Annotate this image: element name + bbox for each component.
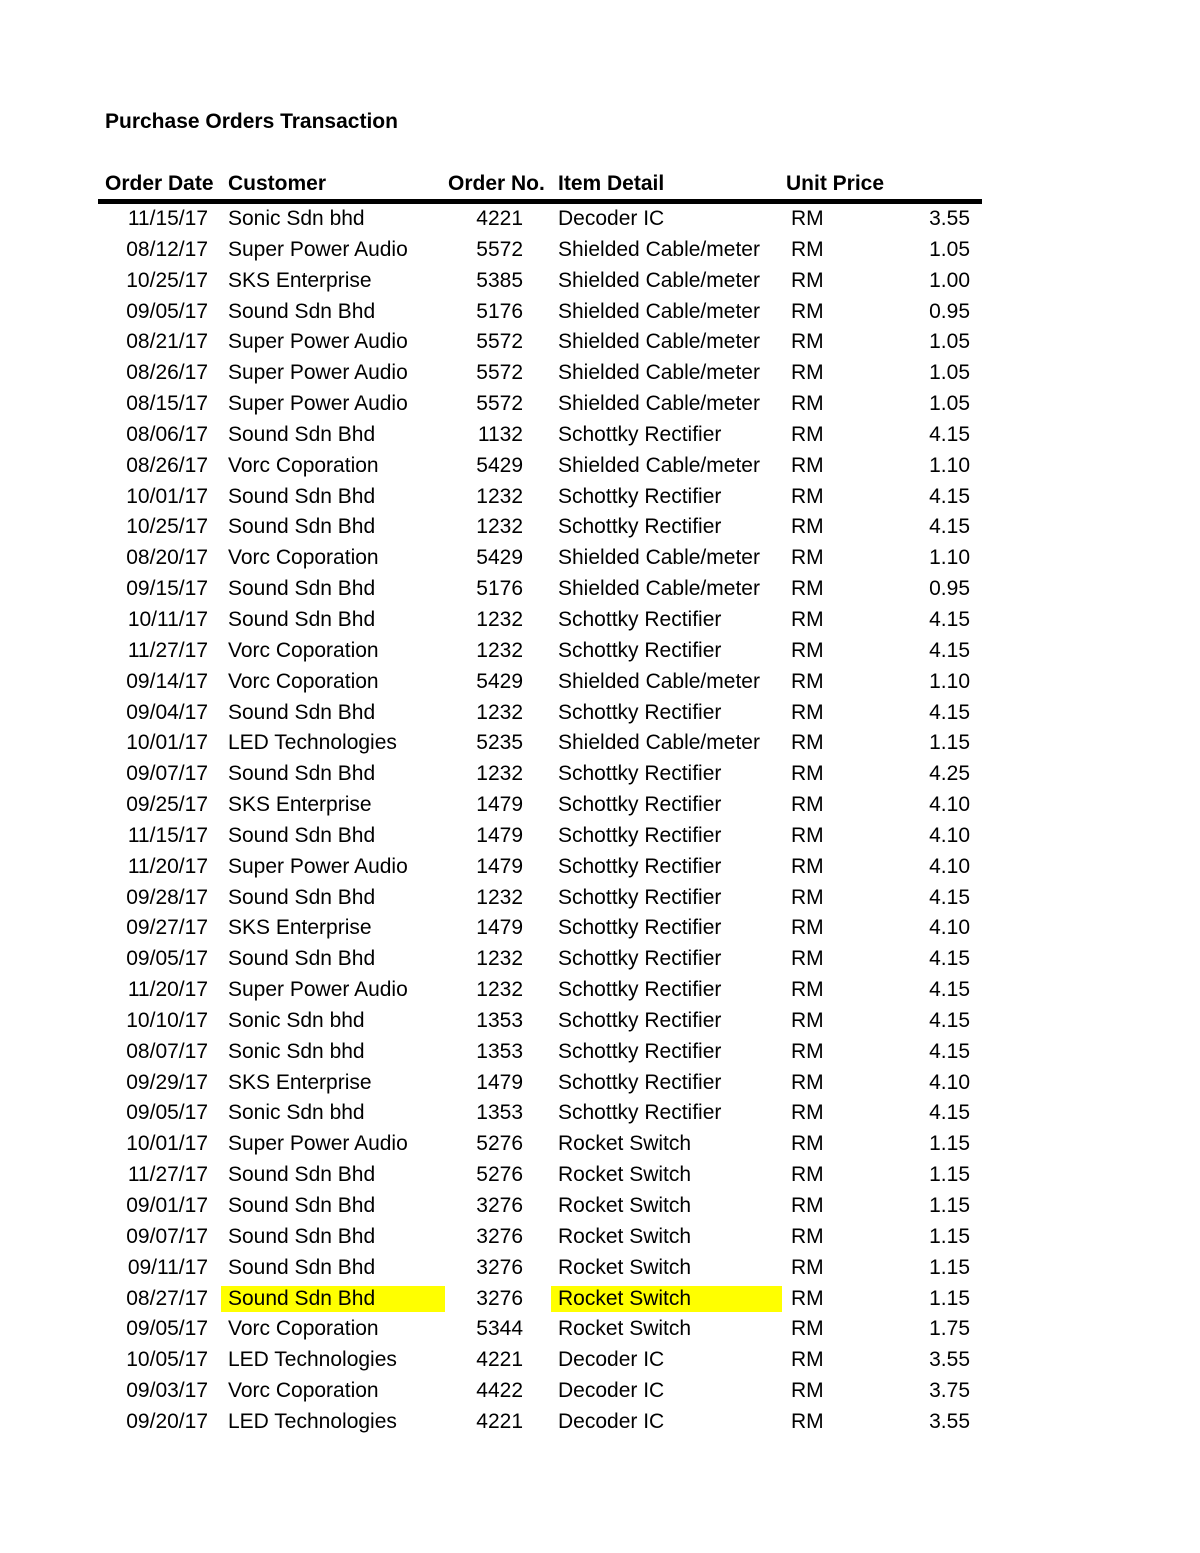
table-row: [0, 1253, 1200, 1284]
cell-item-detail: Shielded Cable/meter: [558, 669, 760, 693]
cell-customer: Sound Sdn Bhd: [228, 1163, 376, 1187]
table-row: [0, 636, 1200, 667]
cell-unit-price: 4.25: [929, 762, 970, 786]
cell-unit-price: 3.75: [929, 1379, 970, 1403]
cell-order-no: 1232: [476, 885, 523, 909]
cell-customer: Sonic Sdn bhd: [228, 207, 365, 230]
cell-customer: Sonic Sdn bhd: [228, 1101, 365, 1125]
cell-item-detail: Shielded Cable/meter: [558, 299, 760, 323]
cell-customer: SKS Enterprise: [228, 268, 372, 292]
cell-order-date: 10/25/17: [126, 268, 208, 292]
cell-item-detail: Schottky Rectifier: [558, 793, 722, 817]
cell-order-no: 5572: [476, 361, 523, 385]
cell-order-date: 11/27/17: [127, 638, 208, 662]
cell-item-detail: Schottky Rectifier: [558, 607, 722, 631]
table-row: [0, 698, 1200, 729]
cell-customer: Super Power Audio: [228, 392, 408, 416]
cell-item-detail: Schottky Rectifier: [558, 854, 722, 878]
cell-currency: RM: [791, 207, 824, 230]
cell-customer: SKS Enterprise: [228, 1070, 372, 1094]
cell-order-date: 11/15/17: [127, 823, 208, 847]
cell-item-detail: Schottky Rectifier: [558, 762, 722, 786]
cell-customer: Sound Sdn Bhd: [228, 885, 376, 909]
cell-customer: Vorc Coporation: [228, 638, 379, 662]
cell-item-detail: Schottky Rectifier: [558, 916, 722, 940]
cell-item-detail: Schottky Rectifier: [558, 978, 722, 1002]
cell-order-no: 5572: [476, 330, 523, 354]
cell-customer: SKS Enterprise: [228, 793, 372, 817]
table-row: [0, 1376, 1200, 1407]
cell-unit-price: 4.15: [929, 515, 970, 539]
cell-currency: RM: [791, 1286, 824, 1310]
table-row: [0, 728, 1200, 759]
cell-currency: RM: [791, 577, 824, 601]
table-row: [0, 883, 1200, 914]
cell-currency: RM: [791, 268, 824, 292]
cell-unit-price: 4.10: [929, 1070, 970, 1094]
table-row: [0, 574, 1200, 605]
cell-currency: RM: [791, 947, 824, 971]
cell-item-detail: Rocket Switch: [558, 1224, 692, 1248]
cell-currency: RM: [791, 1039, 824, 1063]
cell-currency: RM: [791, 885, 824, 909]
cell-order-date: 08/15/17: [126, 392, 208, 416]
cell-order-no: 5276: [476, 1132, 523, 1156]
cell-item-detail: Schottky Rectifier: [558, 1039, 722, 1063]
cell-order-date: 08/26/17: [126, 361, 208, 385]
cell-currency: RM: [791, 484, 824, 508]
cell-item-detail: Rocket Switch: [558, 1317, 692, 1341]
cell-customer: Sound Sdn Bhd: [228, 700, 376, 724]
table-row: [0, 944, 1200, 975]
cell-order-date: 10/01/17: [126, 1132, 208, 1156]
cell-item-detail: Schottky Rectifier: [558, 1008, 722, 1032]
cell-unit-price: 1.05: [929, 392, 970, 416]
header-order-no: Order No.: [448, 172, 545, 195]
cell-unit-price: 3.55: [929, 1348, 970, 1372]
cell-order-no: 3276: [476, 1286, 523, 1310]
cell-order-date: 10/10/17: [126, 1008, 208, 1032]
cell-currency: RM: [791, 392, 824, 416]
cell-currency: RM: [791, 453, 824, 477]
table-row: [0, 975, 1200, 1006]
cell-order-date: 11/20/17: [127, 854, 208, 878]
cell-customer: Sound Sdn Bhd: [228, 1224, 376, 1248]
cell-unit-price: 1.05: [929, 237, 970, 261]
cell-order-date: 11/15/17: [127, 207, 208, 230]
cell-customer: Sound Sdn Bhd: [228, 515, 376, 539]
table-row: [0, 1345, 1200, 1376]
cell-unit-price: 4.15: [929, 1008, 970, 1032]
table-row: [0, 1129, 1200, 1160]
table-row: [0, 1191, 1200, 1222]
table-row: [0, 420, 1200, 451]
cell-order-no: 3276: [476, 1255, 523, 1279]
cell-unit-price: 4.15: [929, 978, 970, 1002]
cell-item-detail: Decoder IC: [558, 1409, 665, 1433]
cell-unit-price: 1.10: [929, 546, 970, 570]
cell-customer: Vorc Coporation: [228, 669, 379, 693]
cell-order-no: 1232: [476, 515, 523, 539]
cell-order-date: 09/29/17: [126, 1070, 208, 1094]
cell-item-detail: Shielded Cable/meter: [558, 237, 760, 261]
table-row: [0, 852, 1200, 883]
cell-customer: Sound Sdn Bhd: [228, 1194, 376, 1217]
cell-item-detail: Shielded Cable/meter: [558, 361, 760, 385]
cell-item-detail: Rocket Switch: [558, 1255, 692, 1279]
cell-currency: RM: [791, 762, 824, 786]
cell-unit-price: 1.15: [929, 731, 970, 755]
cell-unit-price: 4.10: [929, 823, 970, 847]
cell-order-no: 1479: [476, 854, 523, 878]
cell-unit-price: 4.15: [929, 607, 970, 631]
cell-order-date: 08/26/17: [126, 453, 208, 477]
header-item-detail: Item Detail: [558, 172, 665, 195]
cell-unit-price: 4.15: [929, 1039, 970, 1063]
cell-unit-price: 0.95: [929, 577, 970, 601]
cell-order-date: 09/05/17: [126, 299, 208, 323]
cell-customer: Sonic Sdn bhd: [228, 1008, 365, 1032]
cell-customer: Super Power Audio: [228, 361, 408, 385]
cell-customer: Sound Sdn Bhd: [228, 1255, 376, 1279]
table-header: [105, 172, 985, 200]
cell-order-no: 5385: [476, 268, 523, 292]
page-title: Purchase Orders Transaction: [105, 110, 398, 133]
cell-currency: RM: [791, 1379, 824, 1403]
cell-item-detail: Shielded Cable/meter: [558, 731, 760, 755]
cell-unit-price: 4.15: [929, 885, 970, 909]
cell-customer: Vorc Coporation: [228, 546, 379, 570]
cell-customer: Super Power Audio: [228, 1132, 408, 1156]
cell-currency: RM: [791, 669, 824, 693]
cell-customer: Sound Sdn Bhd: [228, 422, 376, 446]
cell-unit-price: 1.15: [929, 1194, 970, 1217]
cell-order-no: 1232: [476, 978, 523, 1002]
cell-item-detail: Decoder IC: [558, 207, 665, 230]
cell-currency: RM: [791, 1409, 824, 1433]
cell-item-detail: Schottky Rectifier: [558, 885, 722, 909]
cell-order-no: 5572: [476, 392, 523, 416]
cell-order-no: 1353: [476, 1039, 523, 1063]
cell-unit-price: 1.00: [929, 268, 970, 292]
cell-order-date: 11/20/17: [127, 978, 208, 1002]
cell-unit-price: 4.15: [929, 484, 970, 508]
table-row: [0, 1068, 1200, 1099]
table-row: [0, 358, 1200, 389]
table-row: [0, 389, 1200, 420]
cell-customer: Sound Sdn Bhd: [228, 607, 376, 631]
cell-currency: RM: [791, 299, 824, 323]
cell-currency: RM: [791, 793, 824, 817]
cell-item-detail: Schottky Rectifier: [558, 422, 722, 446]
cell-currency: RM: [791, 1224, 824, 1248]
cell-order-no: 4221: [476, 1348, 523, 1372]
cell-order-date: 09/05/17: [126, 1101, 208, 1125]
table-row: [0, 543, 1200, 574]
cell-order-no: 4422: [476, 1379, 523, 1403]
cell-currency: RM: [791, 422, 824, 446]
table-row: [0, 1037, 1200, 1068]
cell-order-no: 1479: [476, 916, 523, 940]
table-row: [0, 204, 1200, 235]
cell-currency: RM: [791, 978, 824, 1002]
cell-order-date: 09/07/17: [126, 762, 208, 786]
cell-order-date: 11/27/17: [127, 1163, 208, 1187]
cell-currency: RM: [791, 638, 824, 662]
table-row: [0, 512, 1200, 543]
cell-customer: Vorc Coporation: [228, 1317, 379, 1341]
table-row: [0, 667, 1200, 698]
cell-unit-price: 1.15: [929, 1286, 970, 1310]
cell-customer: LED Technologies: [228, 1348, 397, 1372]
cell-currency: RM: [791, 1101, 824, 1125]
cell-unit-price: 4.15: [929, 947, 970, 971]
cell-order-date: 09/14/17: [126, 669, 208, 693]
table-row: [0, 1222, 1200, 1253]
cell-order-date: 09/01/17: [126, 1194, 208, 1217]
cell-unit-price: 4.15: [929, 422, 970, 446]
cell-currency: RM: [791, 916, 824, 940]
cell-order-no: 1479: [476, 823, 523, 847]
cell-item-detail: Shielded Cable/meter: [558, 453, 760, 477]
cell-order-date: 08/07/17: [126, 1039, 208, 1063]
cell-order-date: 09/03/17: [126, 1379, 208, 1403]
table-row: [0, 451, 1200, 482]
cell-currency: RM: [791, 515, 824, 539]
cell-unit-price: 4.10: [929, 793, 970, 817]
cell-order-date: 09/25/17: [126, 793, 208, 817]
table-row: [0, 821, 1200, 852]
cell-order-no: 1232: [476, 638, 523, 662]
cell-order-no: 5429: [476, 669, 523, 693]
cell-order-date: 09/20/17: [126, 1409, 208, 1433]
cell-item-detail: Shielded Cable/meter: [558, 577, 760, 601]
cell-item-detail: Shielded Cable/meter: [558, 330, 760, 354]
table-row: [0, 266, 1200, 297]
cell-order-date: 09/07/17: [126, 1224, 208, 1248]
cell-order-no: 3276: [476, 1224, 523, 1248]
cell-currency: RM: [791, 361, 824, 385]
cell-item-detail: Rocket Switch: [558, 1132, 692, 1156]
cell-unit-price: 1.05: [929, 361, 970, 385]
cell-order-no: 5176: [476, 577, 523, 601]
cell-item-detail: Schottky Rectifier: [558, 1101, 722, 1125]
cell-item-detail: Schottky Rectifier: [558, 638, 722, 662]
cell-order-no: 4221: [476, 1409, 523, 1433]
cell-order-date: 10/01/17: [126, 731, 208, 755]
cell-order-date: 09/15/17: [126, 577, 208, 601]
cell-order-no: 1232: [476, 607, 523, 631]
cell-currency: RM: [791, 1132, 824, 1156]
table-row: [0, 1407, 1200, 1438]
cell-unit-price: 3.55: [929, 1409, 970, 1433]
cell-currency: RM: [791, 1163, 824, 1187]
cell-currency: RM: [791, 237, 824, 261]
cell-order-date: 08/27/17: [126, 1286, 208, 1310]
cell-order-date: 09/05/17: [126, 947, 208, 971]
cell-unit-price: 1.15: [929, 1224, 970, 1248]
cell-customer: Super Power Audio: [228, 854, 408, 878]
cell-customer: Super Power Audio: [228, 978, 408, 1002]
table-row: [0, 482, 1200, 513]
cell-item-detail: Schottky Rectifier: [558, 700, 722, 724]
cell-order-no: 1479: [476, 793, 523, 817]
cell-order-no: 3276: [476, 1194, 523, 1217]
cell-order-no: 5276: [476, 1163, 523, 1187]
cell-unit-price: 4.10: [929, 854, 970, 878]
cell-currency: RM: [791, 1070, 824, 1094]
orders-table: [0, 204, 1200, 1438]
header-order-date: Order Date: [105, 172, 214, 195]
cell-order-no: 1232: [476, 947, 523, 971]
cell-item-detail: Shielded Cable/meter: [558, 546, 760, 570]
table-row: [0, 1314, 1200, 1345]
cell-unit-price: 1.10: [929, 669, 970, 693]
cell-item-detail: Schottky Rectifier: [558, 515, 722, 539]
cell-order-no: 1232: [476, 762, 523, 786]
cell-currency: RM: [791, 854, 824, 878]
cell-order-no: 1353: [476, 1101, 523, 1125]
cell-item-detail: Decoder IC: [558, 1379, 665, 1403]
table-row: [0, 297, 1200, 328]
header-unit-price: Unit Price: [786, 172, 885, 195]
cell-order-date: 09/27/17: [126, 916, 208, 940]
cell-unit-price: 1.05: [929, 330, 970, 354]
table-row: [0, 605, 1200, 636]
cell-order-no: 5235: [476, 731, 523, 755]
cell-item-detail: Rocket Switch: [558, 1163, 692, 1187]
cell-currency: RM: [791, 1317, 824, 1341]
cell-order-no: 1479: [476, 1070, 523, 1094]
cell-unit-price: 3.55: [929, 207, 970, 230]
cell-currency: RM: [791, 1194, 824, 1217]
cell-order-date: 08/21/17: [126, 330, 208, 354]
cell-unit-price: 4.10: [929, 916, 970, 940]
cell-customer: Sound Sdn Bhd: [228, 484, 376, 508]
cell-currency: RM: [791, 1255, 824, 1279]
cell-order-no: 4221: [476, 207, 523, 230]
cell-customer: Sound Sdn Bhd: [228, 823, 376, 847]
cell-order-date: 09/04/17: [126, 700, 208, 724]
cell-currency: RM: [791, 1008, 824, 1032]
cell-order-no: 1232: [476, 484, 523, 508]
table-row: [0, 1098, 1200, 1129]
table-row: [0, 1160, 1200, 1191]
cell-customer: Sonic Sdn bhd: [228, 1039, 365, 1063]
cell-order-no: 5429: [476, 453, 523, 477]
cell-customer: LED Technologies: [228, 1409, 397, 1433]
table-row: [0, 1006, 1200, 1037]
cell-item-detail: Rocket Switch: [551, 1286, 782, 1312]
cell-order-date: 10/05/17: [126, 1348, 208, 1372]
cell-order-no: 1132: [477, 422, 523, 446]
cell-currency: RM: [791, 607, 824, 631]
cell-order-no: 5344: [476, 1317, 523, 1341]
cell-unit-price: 4.15: [929, 1101, 970, 1125]
cell-order-no: 5176: [476, 299, 523, 323]
cell-currency: RM: [791, 330, 824, 354]
cell-unit-price: 1.15: [929, 1132, 970, 1156]
table-row: [0, 759, 1200, 790]
cell-currency: RM: [791, 731, 824, 755]
header-customer: Customer: [228, 172, 327, 195]
table-row: [0, 327, 1200, 358]
cell-order-no: 1232: [476, 700, 523, 724]
cell-order-date: 08/06/17: [126, 422, 208, 446]
cell-item-detail: Schottky Rectifier: [558, 823, 722, 847]
cell-currency: RM: [791, 823, 824, 847]
cell-unit-price: 4.15: [929, 700, 970, 724]
cell-customer: Sound Sdn Bhd: [228, 947, 376, 971]
cell-unit-price: 0.95: [929, 299, 970, 323]
cell-unit-price: 1.10: [929, 453, 970, 477]
cell-customer: Vorc Coporation: [228, 1379, 379, 1403]
table-row: [0, 235, 1200, 266]
cell-item-detail: Schottky Rectifier: [558, 484, 722, 508]
cell-customer: Sound Sdn Bhd: [228, 762, 376, 786]
cell-order-date: 08/20/17: [126, 546, 208, 570]
cell-currency: RM: [791, 1348, 824, 1372]
table-row: [0, 913, 1200, 944]
cell-item-detail: Rocket Switch: [558, 1194, 692, 1217]
cell-currency: RM: [791, 546, 824, 570]
cell-item-detail: Schottky Rectifier: [558, 1070, 722, 1094]
cell-order-date: 10/11/17: [127, 607, 208, 631]
cell-order-date: 10/25/17: [126, 515, 208, 539]
cell-order-no: 1353: [476, 1008, 523, 1032]
cell-order-date: 09/28/17: [126, 885, 208, 909]
cell-order-date: 10/01/17: [126, 484, 208, 508]
cell-customer: Sound Sdn Bhd: [228, 299, 376, 323]
cell-currency: RM: [791, 700, 824, 724]
cell-unit-price: 1.15: [929, 1163, 970, 1187]
cell-order-no: 5429: [476, 546, 523, 570]
cell-item-detail: Shielded Cable/meter: [558, 268, 760, 292]
cell-customer: Super Power Audio: [228, 237, 408, 261]
table-row: [0, 790, 1200, 821]
cell-customer: LED Technologies: [228, 731, 397, 755]
cell-order-date: 09/05/17: [126, 1317, 208, 1341]
cell-customer: Vorc Coporation: [228, 453, 379, 477]
cell-order-no: 5572: [476, 237, 523, 261]
cell-order-date: 08/12/17: [126, 237, 208, 261]
cell-customer: Super Power Audio: [228, 330, 408, 354]
cell-customer: SKS Enterprise: [228, 916, 372, 940]
cell-customer: Sound Sdn Bhd: [221, 1286, 445, 1312]
cell-item-detail: Shielded Cable/meter: [558, 392, 760, 416]
cell-customer: Sound Sdn Bhd: [228, 577, 376, 601]
cell-item-detail: Decoder IC: [558, 1348, 665, 1372]
cell-order-date: 09/11/17: [127, 1255, 208, 1279]
cell-unit-price: 1.15: [929, 1255, 970, 1279]
cell-unit-price: 1.75: [929, 1317, 970, 1341]
cell-unit-price: 4.15: [929, 638, 970, 662]
cell-item-detail: Schottky Rectifier: [558, 947, 722, 971]
table-row: [0, 1284, 1200, 1315]
